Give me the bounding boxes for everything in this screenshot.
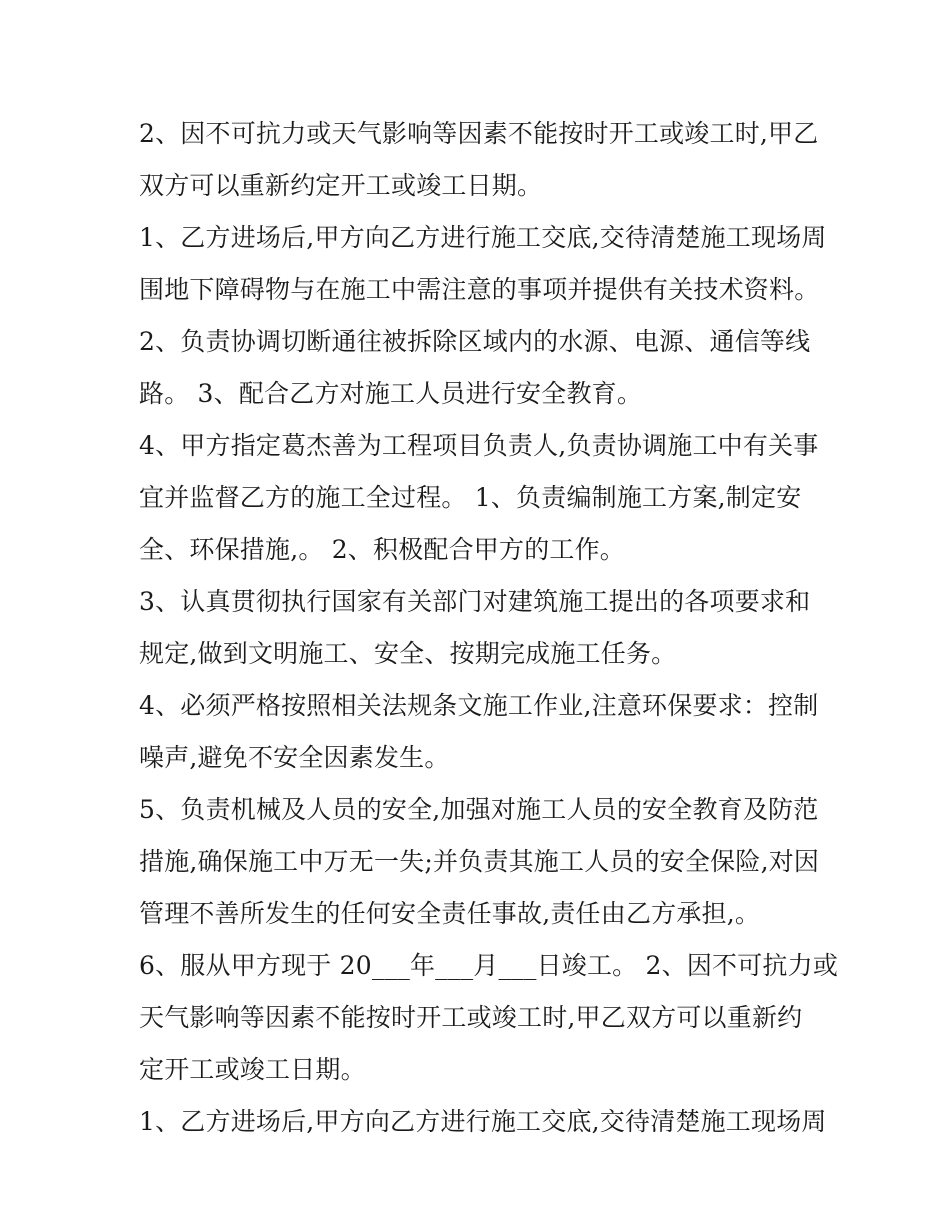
- text-line: 路。 3、配合乙方对施工人员进行安全教育。: [139, 379, 643, 408]
- text-line: 1、乙方进场后,甲方向乙方进行施工交底,交待清楚施工现场周: [139, 223, 827, 252]
- text-line: 天气影响等因素不能按时开工或竣工时,甲乙双方可以重新约: [139, 1003, 803, 1032]
- text-line: 措施,确保施工中万无一失;并负责其施工人员的安全保险,对因: [139, 847, 820, 876]
- text-line: 规定,做到文明施工、安全、按期完成施工任务。: [139, 639, 677, 668]
- text-line: 6、服从甲方现于 20___年___月___日竣工。 2、因不可抗力或: [139, 951, 839, 980]
- text-line: 噪声,避免不安全因素发生。: [139, 743, 450, 772]
- text-line: 围地下障碍物与在施工中需注意的事项并提供有关技术资料。: [139, 275, 820, 304]
- text-line: 2、负责协调切断通往被拆除区域内的水源、电源、通信等线: [139, 327, 811, 356]
- text-line: 4、甲方指定葛杰善为工程项目负责人,负责协调施工中有关事: [139, 431, 819, 460]
- text-line: 2、因不可抗力或天气影响等因素不能按时开工或竣工时,甲乙: [139, 119, 819, 148]
- document-body: [139, 108, 839, 1148]
- text-line: 管理不善所发生的任何安全责任事故,责任由乙方承担,。: [139, 899, 761, 928]
- text-line: 双方可以重新约定开工或竣工日期。: [139, 171, 543, 200]
- text-line: 全、环保措施,。 2、积极配合甲方的工作。: [139, 535, 626, 564]
- text-line: 1、乙方进场后,甲方向乙方进行施工交底,交待清楚施工现场周: [139, 1107, 827, 1136]
- text-line: 4、必须严格按照相关法规条文施工作业,注意环保要求：控制: [139, 691, 819, 720]
- text-line: 宜并监督乙方的施工全过程。 1、负责编制施工方案,制定安: [139, 483, 802, 512]
- text-line: 5、负责机械及人员的安全,加强对施工人员的安全教育及防范: [139, 795, 819, 824]
- text-line: 定开工或竣工日期。: [139, 1055, 366, 1084]
- text-line: 3、认真贯彻执行国家有关部门对建筑施工提出的各项要求和: [139, 587, 811, 616]
